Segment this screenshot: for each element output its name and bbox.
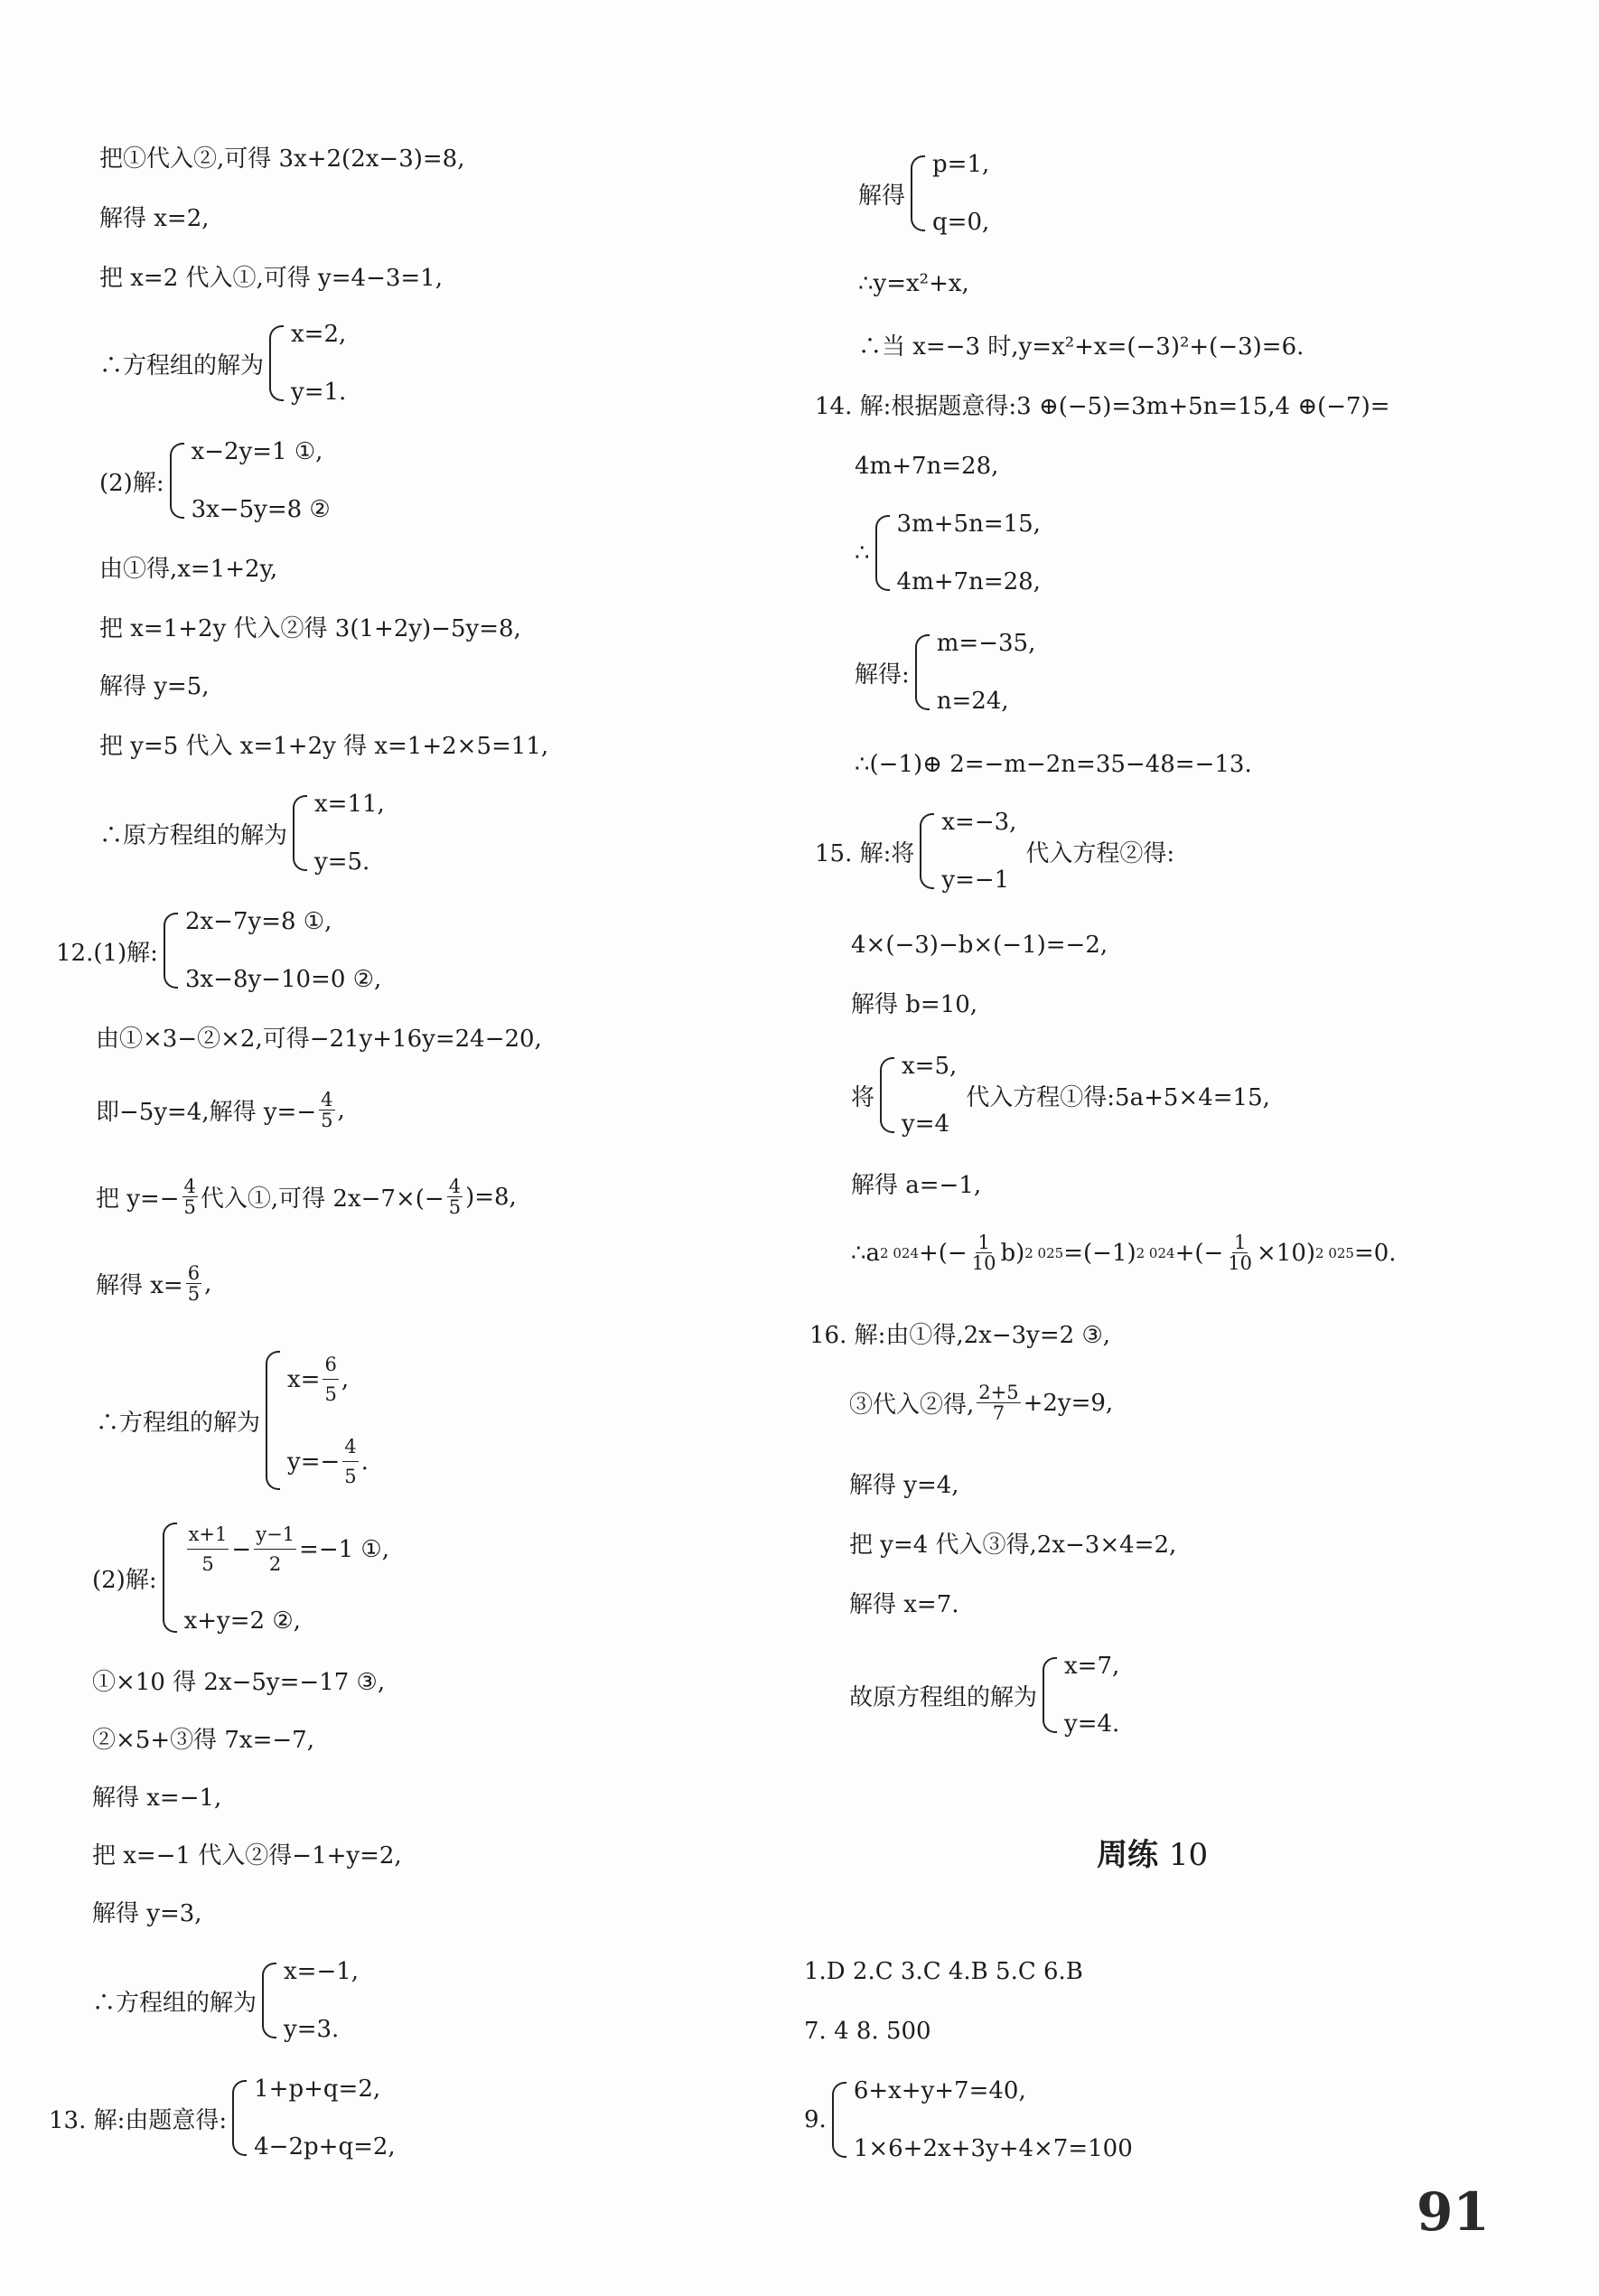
system-row: x=−3, [941, 809, 1017, 836]
text-line: 把 x=1+2y 代入②得 3(1+2y)−5y=8, [99, 615, 521, 642]
equation-system [96, 1350, 369, 1491]
brace [232, 2080, 247, 2156]
text-line: 解得 y=3, [92, 1900, 202, 1927]
text-line: 解得 x=7. [849, 1591, 959, 1618]
system-row: x−2y=1 ①, [191, 438, 323, 465]
equation-system [855, 510, 1041, 596]
equation-system [851, 1052, 1270, 1139]
brace [832, 2082, 846, 2158]
problem-label: 15. 解:将 [815, 839, 915, 867]
text-line: 解得 b=10, [851, 991, 978, 1018]
system-label: 解得: [855, 661, 910, 689]
text-line: ②×5+③得 7x=−7, [92, 1727, 314, 1754]
fraction: $\frac{2+5}{7}$ [978, 1382, 1019, 1424]
equation-system [804, 2076, 1133, 2163]
system-row: 4−2p+q=2, [254, 2133, 396, 2160]
fraction: $\frac{4}{5}$ [321, 1089, 333, 1131]
system-row: 3x−8y−10=0 ②, [184, 966, 382, 993]
answer-line: 7. 4 8. 500 [804, 2018, 931, 2045]
fraction: $\frac{6}{5}$ [187, 1262, 201, 1305]
fraction: $\frac{1}{10}$ [1228, 1232, 1253, 1274]
system-row: q=0, [932, 209, 990, 236]
system-row: 3x−5y=8 ② [191, 496, 331, 523]
system-label: ∴方程组的解为 [92, 1989, 257, 2017]
system-row: 1+p+q=2, [254, 2076, 381, 2103]
text-line: 解得 y=5, [99, 673, 210, 700]
system-label: 故原方程组的解为 [849, 1683, 1038, 1711]
equation-system [99, 790, 385, 876]
system-label: ∴ [855, 539, 870, 567]
system-row: x=2, [291, 321, 347, 348]
text-line: 代入方程①得:5a+5×4=15, [966, 1083, 1270, 1111]
text-line: 由①×3−②×2,可得−21y+16y=24−20, [96, 1026, 542, 1053]
text-line: 把 x=−1 代入②得−1+y=2, [92, 1842, 402, 1870]
system-label: ∴方程组的解为 [99, 351, 265, 380]
fraction: $\frac{4}{5}$ [183, 1176, 196, 1218]
text-line: 解得 x=2, [99, 205, 210, 232]
system-row: y=1. [291, 379, 347, 406]
equation-system [56, 907, 381, 994]
system-label: ∴方程组的解为 [96, 1409, 261, 1437]
system-row: n=24, [936, 688, 1009, 715]
system-row: x=7, [1064, 1653, 1120, 1680]
answer-line: 1.D 2.C 3.C 4.B 5.C 6.B [804, 1958, 1083, 1985]
equation-system [855, 629, 1035, 716]
equation-system [858, 150, 989, 237]
system-row: y=−1 [941, 867, 1010, 894]
text-line: ∴(−1)⊕ 2=−m−2n=35−48=−13. [855, 751, 1252, 778]
equation-system [92, 1520, 389, 1635]
system-row: m=−35, [936, 630, 1036, 657]
problem-label: 9. [804, 2106, 827, 2133]
system-row: x= $\frac{6}{5}$ , [287, 1350, 369, 1409]
fraction: $\frac{1}{10}$ [971, 1232, 996, 1274]
text-line: 4×(−3)−b×(−1)=−2, [851, 932, 1108, 959]
brace [163, 1523, 177, 1633]
text-line: 4m+7n=28, [855, 453, 999, 480]
brace [1043, 1657, 1057, 1733]
system-label: (2)解: [92, 1566, 157, 1594]
system-row: 1×6+2x+3y+4×7=100 [853, 2135, 1133, 2162]
brace [269, 325, 284, 401]
text-line: 把 y=5 代入 x=1+2y 得 x=1+2×5=11, [99, 733, 549, 760]
equation-system [815, 808, 1174, 895]
text-line: ③代入②得, $\frac{2+5}{7}$ +2y=9, [849, 1382, 1114, 1424]
text-line: 解得 a=−1, [851, 1172, 982, 1199]
text-line: 解得 x= $\frac{6}{5}$ , [96, 1262, 212, 1305]
brace [164, 913, 178, 989]
text-line: 即−5y=4,解得 y=− $\frac{4}{5}$ , [96, 1089, 345, 1131]
system-row: $\frac{x+1}{5}$ − $\frac{y-1}{2}$ =−1 ①, [184, 1520, 389, 1579]
brace [293, 795, 307, 871]
problem-label: 13. 解:由题意得: [49, 2106, 228, 2134]
equation-system [849, 1652, 1119, 1738]
text-line: ①×10 得 2x−5y=−17 ③, [92, 1669, 386, 1696]
text-line: 把 y=4 代入③得,2x−3×4=2, [849, 1532, 1177, 1559]
text-line: 把 y=− $\frac{4}{5}$ 代入①,可得 2x−7×(− $\frac{4}{5}$ )=8, [96, 1176, 517, 1218]
text-line: 把①代入②,可得 3x+2(2x−3)=8, [99, 145, 465, 173]
text-line: ∴a 2 024 +(− $\frac{1}{10}$ b) 2 025 =(−1) 2 024 +(− $\frac{1}{10}$ ×10) 2 025 =0. [851, 1232, 1397, 1274]
system-row: 2x−7y=8 ①, [184, 908, 332, 935]
brace [262, 1963, 276, 2038]
text-line: ∴当 x=−3 时,y=x²+x=(−3)²+(−3)=6. [858, 333, 1304, 361]
brace [915, 634, 930, 710]
text-line: 解得 x=−1, [92, 1785, 222, 1812]
text-line: 14. 解:根据题意得:3 ⊕(−5)=3m+5n=15,4 ⊕(−7)= [815, 393, 1390, 420]
system-label: 将 [851, 1083, 875, 1111]
page-number: 91 [1417, 2181, 1490, 2243]
equation-system [49, 2075, 396, 2161]
system-row: 4m+7n=28, [896, 568, 1041, 595]
text-line: 16. 解:由①得,2x−3y=2 ③, [809, 1322, 1111, 1349]
text-line: 把 x=2 代入①,可得 y=4−3=1, [99, 265, 443, 292]
brace [920, 813, 934, 889]
brace [266, 1351, 280, 1490]
system-row: x=5, [902, 1053, 958, 1080]
system-label: 解得 [858, 182, 906, 210]
brace [875, 515, 890, 591]
system-label: (2)解: [99, 469, 164, 497]
problem-label: 12.(1)解: [56, 939, 158, 967]
text-line: 代入方程②得: [1025, 839, 1175, 867]
brace [880, 1057, 894, 1133]
system-row: p=1, [932, 151, 990, 178]
brace [911, 155, 925, 231]
system-row: 3m+5n=15, [896, 511, 1041, 538]
section-title: 周练 10 [1097, 1837, 1209, 1873]
system-row: y=4 [902, 1111, 950, 1138]
system-row: 6+x+y+7=40, [853, 2077, 1026, 2104]
fraction: $\frac{4}{5}$ [448, 1176, 462, 1218]
brace [170, 443, 184, 519]
system-row: x=11, [314, 791, 385, 818]
system-row: x+y=2 ②, [183, 1607, 301, 1635]
text-line: 由①得,x=1+2y, [99, 556, 278, 583]
equation-system [99, 437, 331, 524]
system-row: y=5. [314, 848, 370, 876]
text-line: 解得 y=4, [849, 1472, 959, 1499]
system-label: ∴原方程组的解为 [99, 821, 288, 849]
system-row: y=4. [1064, 1710, 1120, 1738]
equation-system [92, 1957, 359, 2044]
equation-system [99, 320, 346, 407]
text-line: ∴y=x²+x, [858, 270, 969, 297]
system-row: y=− $\frac{4}{5}$ . [287, 1432, 369, 1491]
system-row: x=−1, [284, 1958, 360, 1985]
system-row: y=3. [284, 2016, 340, 2043]
